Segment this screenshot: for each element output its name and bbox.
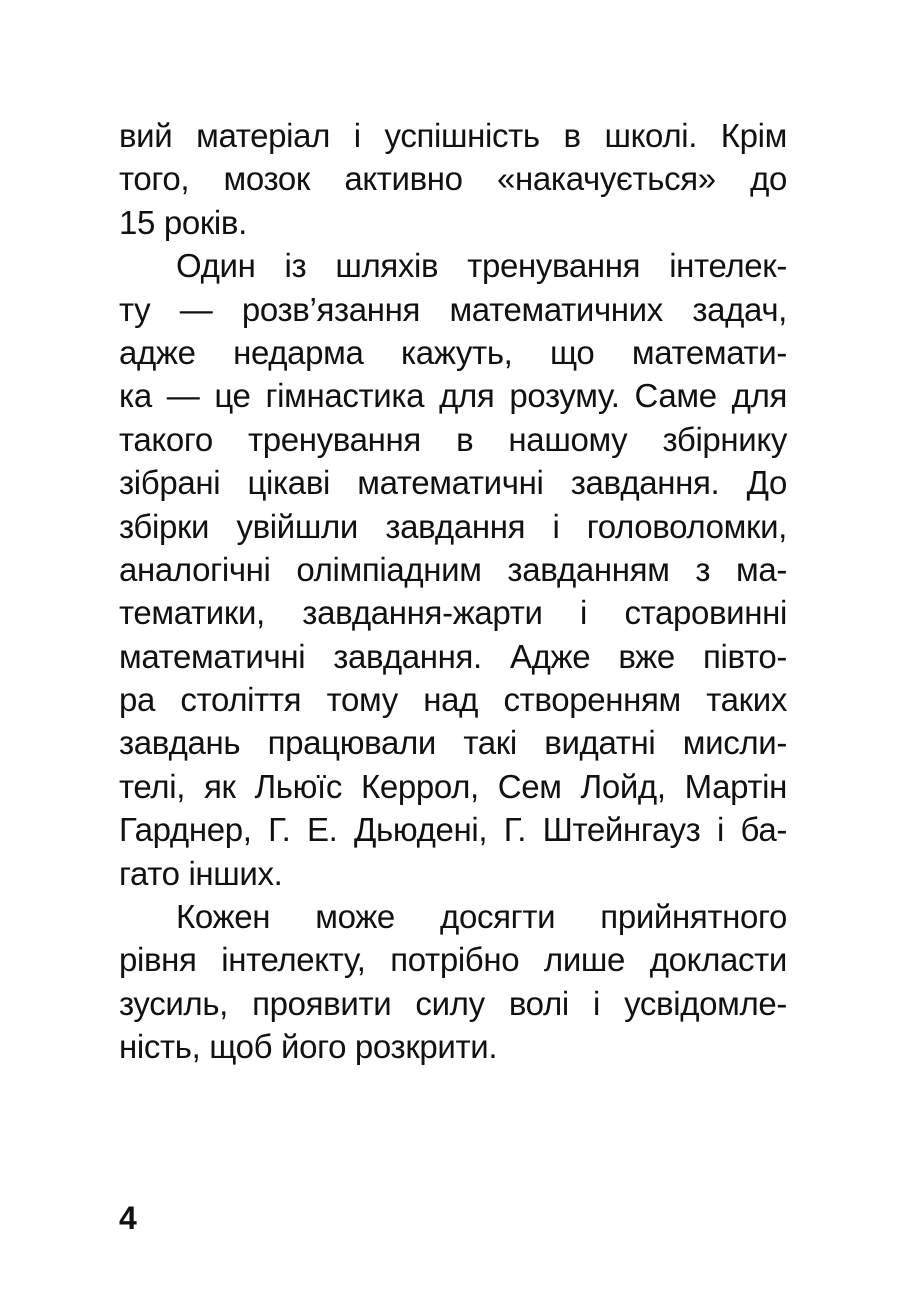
text-line: такого тренування в нашому збірнику xyxy=(119,420,787,458)
text-line: вий матеріал і успішність в школі. Крім xyxy=(119,117,787,154)
text-line: ка — це гімнастика для розуму. Саме для xyxy=(119,377,787,415)
paragraph-2 xyxy=(119,244,787,895)
paragraph-3 xyxy=(119,895,787,1069)
body-text xyxy=(119,114,787,1069)
text-line: зусиль, проявити силу волі і усвідомле- xyxy=(119,984,787,1022)
text-line: гато інших. xyxy=(119,854,283,892)
text-line: адже недарма кажуть, що математи- xyxy=(119,333,787,371)
text-line: Кожен може досягти прийнятного xyxy=(176,898,787,936)
text-line: ра століття тому над створенням таких xyxy=(119,681,787,719)
text-line: аналогічні олімпіадним завданням з ма- xyxy=(119,550,787,588)
paragraph-1 xyxy=(119,114,787,244)
text-line: завдань працювали такі видатні мисли- xyxy=(119,724,787,762)
text-line: математичні завдання. Адже вже півто- xyxy=(119,637,787,675)
text-line: Гарднер, Г. Е. Дьюдені, Г. Штейнгауз і ба- xyxy=(119,811,787,849)
text-line: зібрані цікаві математичні завдання. До xyxy=(119,464,787,502)
text-line: ту — розв’язання математичних задач, xyxy=(119,290,787,328)
text-line: того, мозок активно «накачується» до xyxy=(119,160,787,198)
page-number: 4 xyxy=(119,1200,137,1236)
text-line: тематики, завдання-жарти і старовинні xyxy=(119,594,787,632)
text-line: збірки увійшли завдання і головоломки, xyxy=(119,507,787,545)
text-line: Один із шляхів тренування інтелек- xyxy=(176,247,787,285)
text-line: 15 років. xyxy=(119,203,247,241)
text-line: телі, як Льюїс Керрол, Сем Лойд, Мартін xyxy=(119,767,787,805)
text-line: рівня інтелекту, потрібно лише докласти xyxy=(119,941,787,979)
text-line: ність, щоб його розкрити. xyxy=(119,1028,498,1066)
